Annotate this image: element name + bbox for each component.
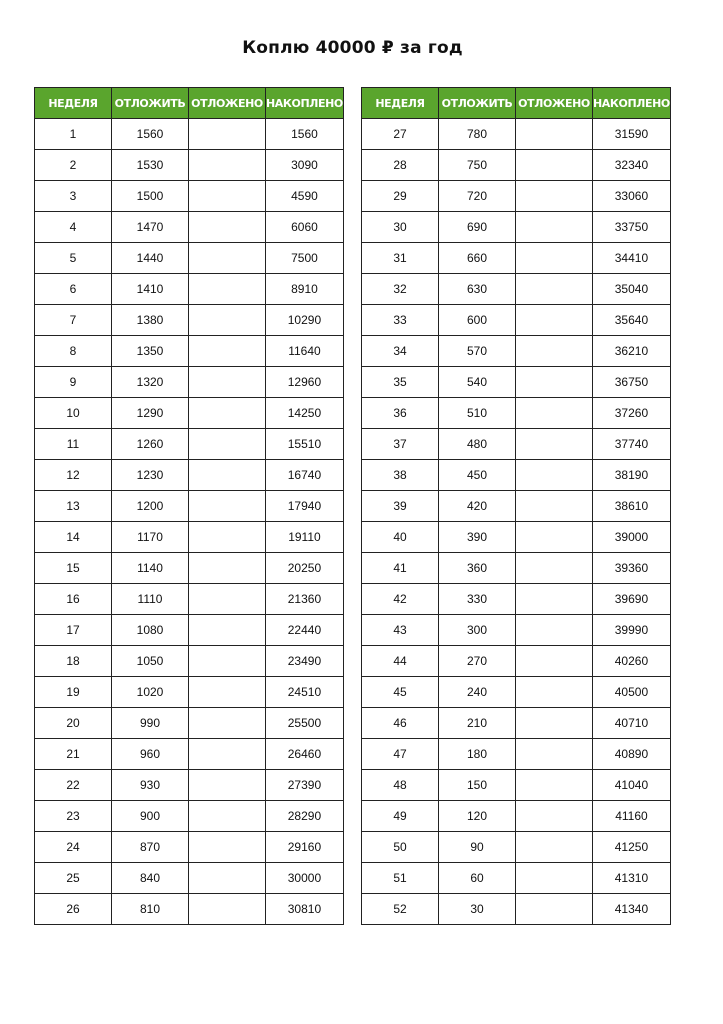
week-cell: 23 (35, 801, 112, 832)
saved-cell[interactable] (516, 739, 593, 770)
column-header-saved: ОТЛОЖЕНО (516, 88, 593, 119)
saved-cell[interactable] (516, 336, 593, 367)
accumulated-cell: 41040 (593, 770, 671, 801)
saved-cell[interactable] (516, 522, 593, 553)
week-cell: 39 (362, 491, 439, 522)
week-cell: 1 (35, 119, 112, 150)
set-aside-cell: 1410 (112, 274, 189, 305)
set-aside-cell: 1350 (112, 336, 189, 367)
set-aside-cell: 480 (439, 429, 516, 460)
saved-cell[interactable] (516, 460, 593, 491)
table-row (35, 708, 344, 739)
table-row (362, 677, 671, 708)
saved-cell[interactable] (189, 491, 266, 522)
week-cell: 33 (362, 305, 439, 336)
page-title: Коплю 40000 ₽ за год (242, 38, 463, 58)
accumulated-cell: 19110 (266, 522, 344, 553)
week-cell: 29 (362, 181, 439, 212)
set-aside-cell: 90 (439, 832, 516, 863)
set-aside-cell: 600 (439, 305, 516, 336)
set-aside-cell: 630 (439, 274, 516, 305)
table-row (35, 491, 344, 522)
set-aside-cell: 1020 (112, 677, 189, 708)
accumulated-cell: 33060 (593, 181, 671, 212)
week-cell: 8 (35, 336, 112, 367)
set-aside-cell: 390 (439, 522, 516, 553)
column-header-week: НЕДЕЛЯ (362, 88, 439, 119)
set-aside-cell: 960 (112, 739, 189, 770)
set-aside-cell: 990 (112, 708, 189, 739)
week-cell: 6 (35, 274, 112, 305)
table-row (362, 801, 671, 832)
saved-cell[interactable] (189, 398, 266, 429)
set-aside-cell: 900 (112, 801, 189, 832)
saved-cell[interactable] (189, 863, 266, 894)
table-row (35, 801, 344, 832)
week-cell: 32 (362, 274, 439, 305)
accumulated-cell: 36750 (593, 367, 671, 398)
accumulated-cell: 41340 (593, 894, 671, 925)
week-cell: 11 (35, 429, 112, 460)
table-row (35, 367, 344, 398)
set-aside-cell: 360 (439, 553, 516, 584)
accumulated-cell: 27390 (266, 770, 344, 801)
table-row (362, 212, 671, 243)
saved-cell[interactable] (189, 553, 266, 584)
saved-cell[interactable] (189, 367, 266, 398)
week-cell: 9 (35, 367, 112, 398)
set-aside-cell: 780 (439, 119, 516, 150)
accumulated-cell: 29160 (266, 832, 344, 863)
saved-cell[interactable] (189, 243, 266, 274)
set-aside-cell: 1500 (112, 181, 189, 212)
accumulated-cell: 32340 (593, 150, 671, 181)
set-aside-cell: 120 (439, 801, 516, 832)
table-row (35, 181, 344, 212)
accumulated-cell: 23490 (266, 646, 344, 677)
accumulated-cell: 40890 (593, 739, 671, 770)
set-aside-cell: 210 (439, 708, 516, 739)
set-aside-cell: 180 (439, 739, 516, 770)
accumulated-cell: 40260 (593, 646, 671, 677)
week-cell: 7 (35, 305, 112, 336)
saved-cell[interactable] (189, 274, 266, 305)
set-aside-cell: 1200 (112, 491, 189, 522)
week-cell: 22 (35, 770, 112, 801)
saved-cell[interactable] (516, 770, 593, 801)
accumulated-cell: 28290 (266, 801, 344, 832)
set-aside-cell: 60 (439, 863, 516, 894)
table-row (35, 522, 344, 553)
column-header-week: НЕДЕЛЯ (35, 88, 112, 119)
accumulated-cell: 39360 (593, 553, 671, 584)
set-aside-cell: 300 (439, 615, 516, 646)
accumulated-cell: 16740 (266, 460, 344, 491)
table-row (362, 646, 671, 677)
saved-cell[interactable] (189, 119, 266, 150)
week-cell: 47 (362, 739, 439, 770)
set-aside-cell: 420 (439, 491, 516, 522)
table-row (362, 274, 671, 305)
week-cell: 41 (362, 553, 439, 584)
accumulated-cell: 20250 (266, 553, 344, 584)
set-aside-cell: 690 (439, 212, 516, 243)
saved-cell[interactable] (189, 429, 266, 460)
accumulated-cell: 25500 (266, 708, 344, 739)
accumulated-cell: 6060 (266, 212, 344, 243)
week-cell: 37 (362, 429, 439, 460)
set-aside-cell: 660 (439, 243, 516, 274)
table-row (35, 553, 344, 584)
week-cell: 49 (362, 801, 439, 832)
week-cell: 30 (362, 212, 439, 243)
table-row (35, 305, 344, 336)
accumulated-cell: 38190 (593, 460, 671, 491)
week-cell: 5 (35, 243, 112, 274)
set-aside-cell: 270 (439, 646, 516, 677)
table-row (362, 367, 671, 398)
week-cell: 26 (35, 894, 112, 925)
accumulated-cell: 41250 (593, 832, 671, 863)
set-aside-cell: 570 (439, 336, 516, 367)
table-row (35, 336, 344, 367)
column-header-set-aside: ОТЛОЖИТЬ (112, 88, 189, 119)
week-cell: 44 (362, 646, 439, 677)
saved-cell[interactable] (189, 708, 266, 739)
table-row (362, 894, 671, 925)
savings-table-left (34, 87, 344, 925)
set-aside-cell: 1110 (112, 584, 189, 615)
week-cell: 51 (362, 863, 439, 894)
table-row (35, 212, 344, 243)
week-cell: 48 (362, 770, 439, 801)
saved-cell[interactable] (516, 429, 593, 460)
set-aside-cell: 240 (439, 677, 516, 708)
accumulated-cell: 40500 (593, 677, 671, 708)
table-row (362, 429, 671, 460)
table-row (35, 429, 344, 460)
accumulated-cell: 36210 (593, 336, 671, 367)
saved-cell[interactable] (516, 212, 593, 243)
table-row (35, 243, 344, 274)
set-aside-cell: 1470 (112, 212, 189, 243)
saved-cell[interactable] (516, 832, 593, 863)
set-aside-cell: 1440 (112, 243, 189, 274)
week-cell: 50 (362, 832, 439, 863)
saved-cell[interactable] (516, 894, 593, 925)
saved-cell[interactable] (189, 584, 266, 615)
saved-cell[interactable] (516, 243, 593, 274)
week-cell: 21 (35, 739, 112, 770)
week-cell: 15 (35, 553, 112, 584)
saved-cell[interactable] (516, 801, 593, 832)
saved-cell[interactable] (189, 739, 266, 770)
table-row (362, 305, 671, 336)
saved-cell[interactable] (189, 770, 266, 801)
table-header-row (362, 88, 671, 119)
week-cell: 40 (362, 522, 439, 553)
set-aside-cell: 1320 (112, 367, 189, 398)
table-row (362, 119, 671, 150)
set-aside-cell: 1530 (112, 150, 189, 181)
table-header-row (35, 88, 344, 119)
table-row (35, 460, 344, 491)
week-cell: 14 (35, 522, 112, 553)
week-cell: 12 (35, 460, 112, 491)
accumulated-cell: 31590 (593, 119, 671, 150)
week-cell: 25 (35, 863, 112, 894)
saved-cell[interactable] (189, 305, 266, 336)
table-row (35, 770, 344, 801)
saved-cell[interactable] (516, 181, 593, 212)
set-aside-cell: 1380 (112, 305, 189, 336)
set-aside-cell: 720 (439, 181, 516, 212)
table-row (362, 491, 671, 522)
accumulated-cell: 26460 (266, 739, 344, 770)
table-row (35, 584, 344, 615)
set-aside-cell: 930 (112, 770, 189, 801)
saved-cell[interactable] (189, 615, 266, 646)
accumulated-cell: 21360 (266, 584, 344, 615)
accumulated-cell: 41310 (593, 863, 671, 894)
week-cell: 17 (35, 615, 112, 646)
set-aside-cell: 1140 (112, 553, 189, 584)
table-row (362, 181, 671, 212)
table-row (362, 243, 671, 274)
table-row (362, 398, 671, 429)
accumulated-cell: 30810 (266, 894, 344, 925)
week-cell: 36 (362, 398, 439, 429)
accumulated-cell: 15510 (266, 429, 344, 460)
saved-cell[interactable] (516, 584, 593, 615)
table-row (35, 119, 344, 150)
set-aside-cell: 330 (439, 584, 516, 615)
week-cell: 46 (362, 708, 439, 739)
week-cell: 13 (35, 491, 112, 522)
table-row (362, 832, 671, 863)
week-cell: 35 (362, 367, 439, 398)
table-row (35, 739, 344, 770)
saved-cell[interactable] (516, 677, 593, 708)
table-row (35, 398, 344, 429)
set-aside-cell: 870 (112, 832, 189, 863)
accumulated-cell: 14250 (266, 398, 344, 429)
column-header-accumulated: НАКОПЛЕНО (266, 88, 344, 119)
week-cell: 24 (35, 832, 112, 863)
accumulated-cell: 17940 (266, 491, 344, 522)
set-aside-cell: 1170 (112, 522, 189, 553)
week-cell: 20 (35, 708, 112, 739)
accumulated-cell: 34410 (593, 243, 671, 274)
accumulated-cell: 10290 (266, 305, 344, 336)
week-cell: 42 (362, 584, 439, 615)
table-row (362, 336, 671, 367)
saved-cell[interactable] (516, 150, 593, 181)
saved-cell[interactable] (516, 708, 593, 739)
saved-cell[interactable] (516, 646, 593, 677)
table-row (35, 832, 344, 863)
set-aside-cell: 1290 (112, 398, 189, 429)
saved-cell[interactable] (189, 336, 266, 367)
accumulated-cell: 41160 (593, 801, 671, 832)
week-cell: 28 (362, 150, 439, 181)
accumulated-cell: 4590 (266, 181, 344, 212)
set-aside-cell: 1230 (112, 460, 189, 491)
table-row (35, 274, 344, 305)
table-row (35, 863, 344, 894)
saved-cell[interactable] (189, 460, 266, 491)
table-row (35, 894, 344, 925)
set-aside-cell: 810 (112, 894, 189, 925)
set-aside-cell: 510 (439, 398, 516, 429)
saved-cell[interactable] (189, 212, 266, 243)
table-row (362, 615, 671, 646)
set-aside-cell: 1260 (112, 429, 189, 460)
column-header-saved: ОТЛОЖЕНО (189, 88, 266, 119)
week-cell: 38 (362, 460, 439, 491)
saved-cell[interactable] (189, 894, 266, 925)
saved-cell[interactable] (516, 863, 593, 894)
week-cell: 18 (35, 646, 112, 677)
table-row (35, 646, 344, 677)
accumulated-cell: 39990 (593, 615, 671, 646)
table-row (362, 584, 671, 615)
week-cell: 10 (35, 398, 112, 429)
set-aside-cell: 150 (439, 770, 516, 801)
accumulated-cell: 7500 (266, 243, 344, 274)
saved-cell[interactable] (516, 119, 593, 150)
saved-cell[interactable] (189, 181, 266, 212)
accumulated-cell: 37740 (593, 429, 671, 460)
saved-cell[interactable] (189, 801, 266, 832)
set-aside-cell: 1560 (112, 119, 189, 150)
savings-table-right (361, 87, 671, 925)
saved-cell[interactable] (516, 398, 593, 429)
week-cell: 52 (362, 894, 439, 925)
saved-cell[interactable] (516, 367, 593, 398)
table-row (362, 739, 671, 770)
table-row (362, 460, 671, 491)
set-aside-cell: 840 (112, 863, 189, 894)
column-header-accumulated: НАКОПЛЕНО (593, 88, 671, 119)
week-cell: 27 (362, 119, 439, 150)
set-aside-cell: 750 (439, 150, 516, 181)
saved-cell[interactable] (189, 677, 266, 708)
week-cell: 19 (35, 677, 112, 708)
accumulated-cell: 11640 (266, 336, 344, 367)
accumulated-cell: 22440 (266, 615, 344, 646)
table-row (362, 150, 671, 181)
accumulated-cell: 38610 (593, 491, 671, 522)
accumulated-cell: 35640 (593, 305, 671, 336)
accumulated-cell: 33750 (593, 212, 671, 243)
accumulated-cell: 24510 (266, 677, 344, 708)
accumulated-cell: 12960 (266, 367, 344, 398)
saved-cell[interactable] (516, 615, 593, 646)
week-cell: 16 (35, 584, 112, 615)
saved-cell[interactable] (516, 305, 593, 336)
accumulated-cell: 40710 (593, 708, 671, 739)
saved-cell[interactable] (189, 522, 266, 553)
saved-cell[interactable] (516, 491, 593, 522)
set-aside-cell: 1050 (112, 646, 189, 677)
table-row (362, 708, 671, 739)
accumulated-cell: 1560 (266, 119, 344, 150)
table-row (362, 863, 671, 894)
week-cell: 34 (362, 336, 439, 367)
week-cell: 2 (35, 150, 112, 181)
column-header-set-aside: ОТЛОЖИТЬ (439, 88, 516, 119)
week-cell: 43 (362, 615, 439, 646)
accumulated-cell: 39690 (593, 584, 671, 615)
saved-cell[interactable] (516, 553, 593, 584)
accumulated-cell: 37260 (593, 398, 671, 429)
accumulated-cell: 8910 (266, 274, 344, 305)
set-aside-cell: 30 (439, 894, 516, 925)
week-cell: 4 (35, 212, 112, 243)
set-aside-cell: 450 (439, 460, 516, 491)
accumulated-cell: 3090 (266, 150, 344, 181)
table-row (35, 615, 344, 646)
set-aside-cell: 1080 (112, 615, 189, 646)
week-cell: 45 (362, 677, 439, 708)
accumulated-cell: 39000 (593, 522, 671, 553)
table-row (35, 150, 344, 181)
week-cell: 31 (362, 243, 439, 274)
saved-cell[interactable] (189, 832, 266, 863)
table-row (35, 677, 344, 708)
set-aside-cell: 540 (439, 367, 516, 398)
table-row (362, 522, 671, 553)
table-row (362, 553, 671, 584)
saved-cell[interactable] (189, 150, 266, 181)
saved-cell[interactable] (189, 646, 266, 677)
accumulated-cell: 30000 (266, 863, 344, 894)
table-row (362, 770, 671, 801)
accumulated-cell: 35040 (593, 274, 671, 305)
saved-cell[interactable] (516, 274, 593, 305)
week-cell: 3 (35, 181, 112, 212)
